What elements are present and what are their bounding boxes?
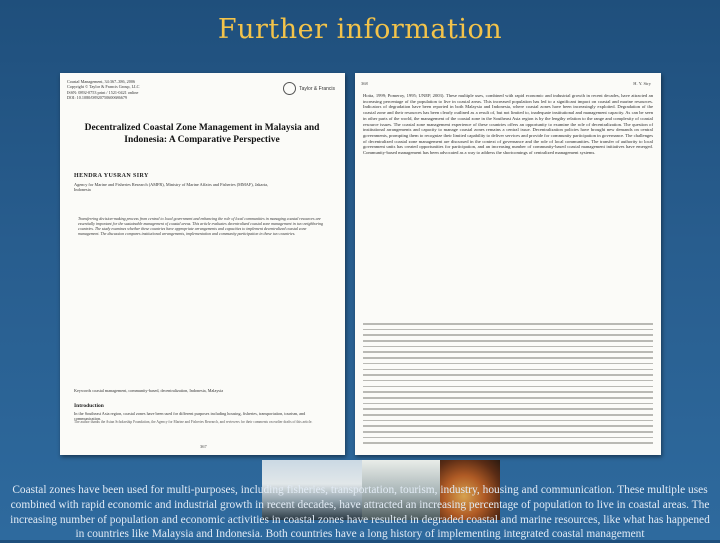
article-title: Decentralized Coastal Zone Management in Malaysia and Indonesia: A Comparative Perspective [84, 123, 320, 145]
publisher-name: Taylor & Francis [299, 85, 335, 92]
page-number: 367 [200, 444, 207, 449]
text-lines [363, 323, 653, 448]
journal-meta [67, 79, 139, 101]
meta-line: Coastal Management, 34:367–386, 2006 [67, 79, 136, 84]
running-head-author: H. Y. Siry [633, 81, 651, 86]
intro-text: In the Southeast Asia region, coastal zones have been used for different purposes including housing, fisheries, transportation, tourism, and communication. [74, 411, 306, 422]
article-author: HENDRA YUSRAN SIRY [74, 173, 149, 179]
article-abstract: Transferring decision-making process from central to local government and enhancing the role of local communities in managing coastal resources are essentially important for the sustainable management of coastal areas. This article evaluates decentralized coastal zone management in two neighboring countries. The study examines whether these countries have appropriate arrangements and capacities to implement decentralized coastal zone management. The discussion compares institutional arrangements, implementation and community participation in these two countries. [78, 216, 324, 236]
running-head-page: 368 [361, 81, 368, 86]
author-affiliation: Agency for Marine and Fisheries Research (AMFR), Ministry of Marine Affairs and Fisheries (MMAF), Jakarta, Indonesia [74, 182, 269, 193]
slide-caption: Coastal zones have been used for multi-purposes, including fisheries, transportation, tourism, industry, housing and communication. These multiple uses combined with rapid economic and industrial growth in recent decades, have attracted an increasing percentage of population to live in coastal areas. The increasing number of population and economic activities in coastal zones have resulted in degraded coastal and marine resources, like what has happened in countries like Malaysia and Indonesia. Both countries have a long history of implementing integrated coastal management [10, 484, 710, 541]
article-second-page [355, 73, 661, 455]
publisher [283, 82, 335, 95]
meta-line: Copyright © Taylor & Francis Group, LLC [67, 84, 140, 90]
publisher-logo-icon [283, 82, 296, 95]
meta-line: ISSN: 0892-0753 print / 1521-0421 online [67, 89, 139, 95]
slide-title: Further information [217, 14, 503, 45]
article-footnote: The author thanks the Asian Scholarship Foundation, the Agency for Marine and Fisheries Research, and reviewers for their comments on earlier drafts of this article. [74, 420, 313, 424]
article-first-page [60, 73, 345, 455]
intro-heading: Introduction [74, 403, 104, 409]
meta-line: DOI: 10.1080/08920750600686679 [67, 95, 128, 101]
article-body-text: Hotta, 1999; Pomeroy, 1995; UNEP, 2003). These multiple uses, combined with rapid economic and industrial growth in recent decades, have attracted an increasing percentage of the population to live in coastal areas. This increased population has led to a significant impact on coastal and marine resources. Indicators of degradation have been reported in both Malaysia and Indonesia, where coastal zones have been increasingly exploited. Degradation of the coastal zone and their resources has been clearly outlined as a result of, but not limited to, inadequate institutional and management capacity. As can be seen in other parts of the world, the management of the coastal zone in the Southeast Asia region is by the lengthy relation to the range and complexity of coastal resource issues. The coastal zone management experience of these countries offers an opportunity to examine the role of decentralization. The question of institutional arrangements and capacity to manage coastal zones remains a central issue. Decentralization policies have brought new demands on central governments, prompting them to recognize their limited capability to deliver services and provide for community participation in governance. The challenges of decentralized coastal zone management are discussed in the context of governance and the role of local communities. The transfer of authority to local government units has created opportunities for participation, and an increasing number of community-based coastal management initiatives have emerged. Community-based management has been advocated as a way to address the shortcomings of centralized management systems. [363, 93, 653, 156]
article-keywords: Keywords coastal management, community-based, decentralization, Indonesia, Malaysia [74, 388, 224, 393]
